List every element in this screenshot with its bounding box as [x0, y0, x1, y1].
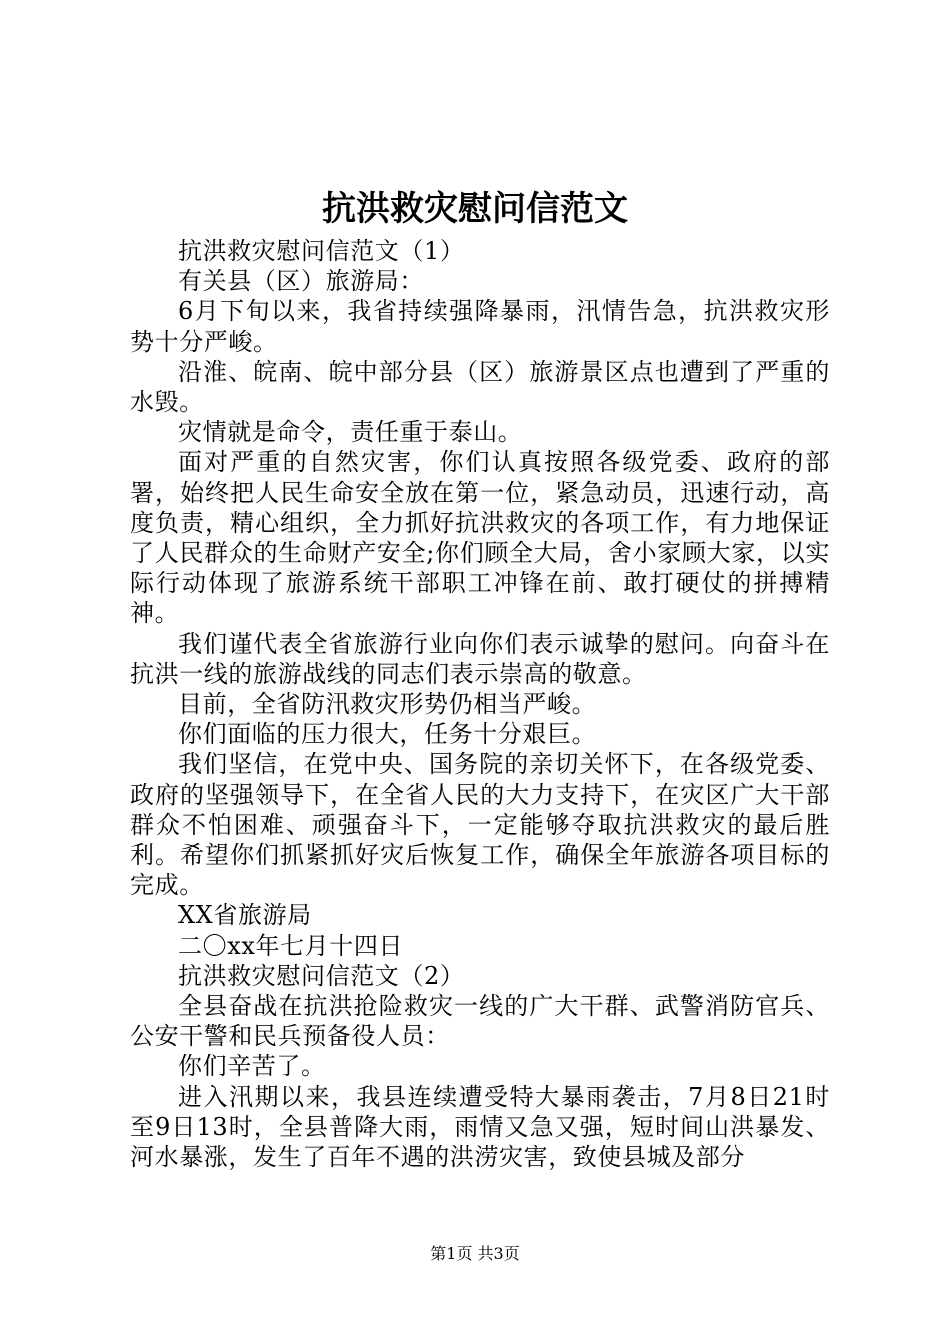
paragraph: 面对严重的自然灾害，你们认真按照各级党委、政府的部署，始终把人民生命安全放在第一位，紧急动员，迅速行动，高度负责，精心组织，全力抓好抗洪救灾的各项工作，有力地保证了人民群众的生命财产安全;你们顾全大局，舍小家顾大家，以实际行动体现了旅游系统干部职工冲锋在前、敢打硬仗的拼搏精神。 [130, 448, 830, 628]
paragraph: 你们辛苦了。 [178, 1052, 326, 1081]
paragraph: 抗洪救灾慰问信范文（1） [178, 237, 465, 265]
page-number-footer: 第1页 共3页 [430, 1244, 520, 1263]
paragraph: 全县奋战在抗洪抢险救灾一线的广大干群、武警消防官兵、公安干警和民兵预备役人员： [130, 992, 830, 1051]
signature-org: XX省旅游局 [178, 901, 312, 930]
paragraph: 我们谨代表全省旅游行业向你们表示诚挚的慰问。向奋斗在抗洪一线的旅游战线的同志们表示崇高的敬意。 [130, 629, 830, 688]
paragraph: 沿淮、皖南、皖中部分县（区）旅游景区点也遭到了严重的水毁。 [130, 357, 830, 417]
paragraph: 你们面临的压力很大，任务十分艰巨。 [178, 720, 597, 749]
signature-date: 二〇xx年七月十四日 [178, 931, 404, 960]
document-title: 抗洪救灾慰问信范文 [322, 189, 628, 229]
document-body [130, 236, 830, 1172]
paragraph: 进入汛期以来，我县连续遭受特大暴雨袭击，7月8日21时至9日13时，全县普降大雨，雨情又急又强，短时间山洪暴发、河水暴涨，发生了百年不遇的洪涝灾害，致使县城及部分 [130, 1082, 830, 1172]
paragraph: 有关县（区）旅游局： [178, 267, 424, 296]
section-heading: 抗洪救灾慰问信范文（2） [178, 961, 465, 990]
paragraph: 目前，全省防汛救灾形势仍相当严峻。 [178, 690, 597, 719]
paragraph: 灾情就是命令，责任重于泰山。 [178, 418, 523, 447]
paragraph: 6月下旬以来，我省持续强降暴雨，汛情告急，抗洪救灾形势十分严峻。 [130, 297, 830, 356]
paragraph: 我们坚信，在党中央、国务院的亲切关怀下，在各级党委、政府的坚强领导下，在全省人民的大力支持下，在灾区广大干部群众不怕困难、顽强奋斗下，一定能够夺取抗洪救灾的最后胜利。希望你们抓紧抓好灾后恢复工作，确保全年旅游各项目标的完成。 [130, 750, 830, 900]
